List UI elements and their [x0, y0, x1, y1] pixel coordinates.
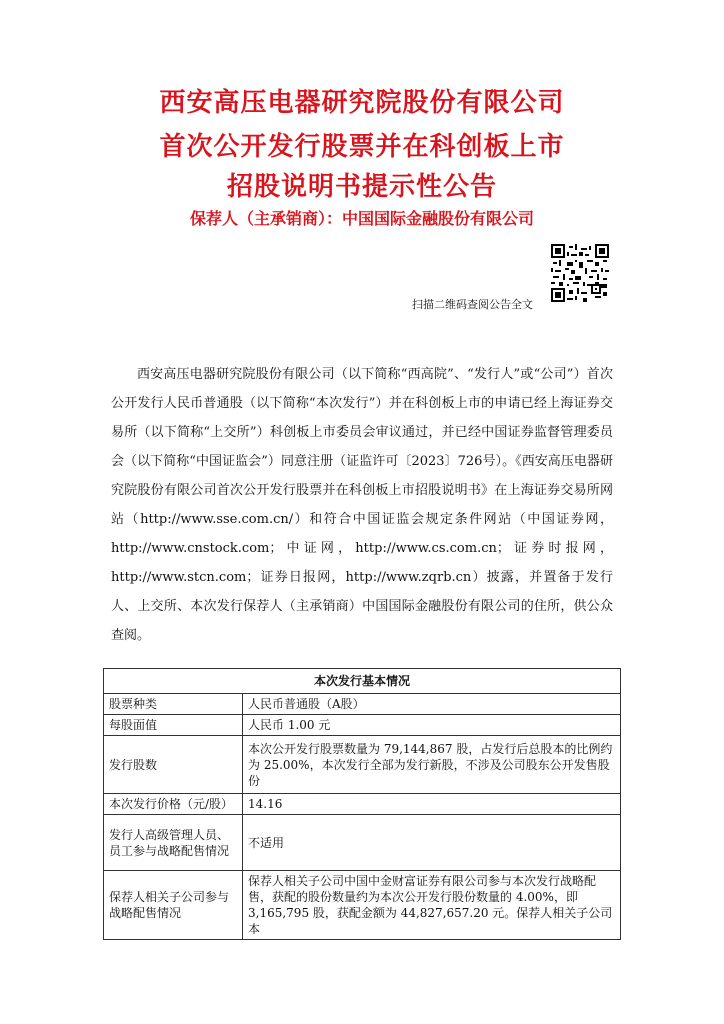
row-value: 人民币 1.00 元: [243, 715, 621, 736]
table-header: 本次发行基本情况: [104, 669, 621, 694]
table-row: [104, 815, 621, 871]
title-line-3: 招股说明书提示性公告: [226, 172, 497, 202]
title-line-1: 西安高压电器研究院股份有限公司: [159, 88, 565, 118]
table-header-row: [104, 669, 621, 694]
row-value: 人民币普通股（A股）: [243, 694, 621, 715]
table-row: [104, 736, 621, 794]
announcement-body: 西安高压电器研究院股份有限公司（以下简称“西高院”、“发行人”或“公司”）首次公开发行人民币普通股（以下简称“本次发行”）并在科创板上市的申请已经上海证券交易所（以下简称“上交所”）科创板上市委员会审议通过，并已经中国证券监督管理委员会（以下简称“中国证监会”）同意注册（证监许可〔2023〕726号）。《西安高压电器研究院股份有限公司首次公开发行股票并在科创板上市招股说明书》在上海证券交易所网站（http://www.sse.com.cn/）和符合中国证监会规定条件网站（中国证券网，http://www.cnstock.com；中证网，http://www.cs.com.cn；证券时报网，http://www.stcn.com；证券日报网，http://www.zqrb.cn）披露，并置备于发行人、上交所、本次发行保荐人（主承销商）中国国际金融股份有限公司的住所，供公众查阅。: [111, 367, 613, 643]
table-row: [104, 694, 621, 715]
row-label: 发行股数: [104, 736, 243, 794]
row-label: 本次发行价格（元/股）: [104, 794, 243, 815]
title-line-2: 首次公开发行股票并在科创板上市: [159, 132, 565, 162]
table-row: [104, 871, 621, 940]
row-value: 本次公开发行股票数量为 79,144,867 股，占发行后总股本的比例约为 25.00%，本次发行全部为发行新股，不涉及公司股东公开发售股份: [243, 736, 621, 794]
row-label: 股票种类: [104, 694, 243, 715]
qr-code-icon[interactable]: [551, 244, 609, 302]
table-row: [104, 715, 621, 736]
row-value: 14.16: [243, 794, 621, 815]
row-label: 每股面值: [104, 715, 243, 736]
row-value: 保荐人相关子公司中国中金财富证券有限公司参与本次发行战略配售，获配的股份数量约为本次公开发行股份数量的 4.00%，即 3,165,795 股，获配金额为 44,827,657.20 元。保荐人相关子公司本: [243, 871, 621, 940]
issuance-info-table: [103, 668, 621, 940]
table-row: [104, 794, 621, 815]
row-value: 不适用: [243, 815, 621, 871]
sponsor-line: 保荐人（主承销商）：中国国际金融股份有限公司: [189, 209, 534, 228]
row-label: 发行人高级管理人员、员工参与战略配售情况: [104, 815, 243, 871]
qr-caption: 扫描二维码查阅公告全文: [412, 298, 533, 311]
row-label: 保荐人相关子公司参与战略配售情况: [104, 871, 243, 940]
